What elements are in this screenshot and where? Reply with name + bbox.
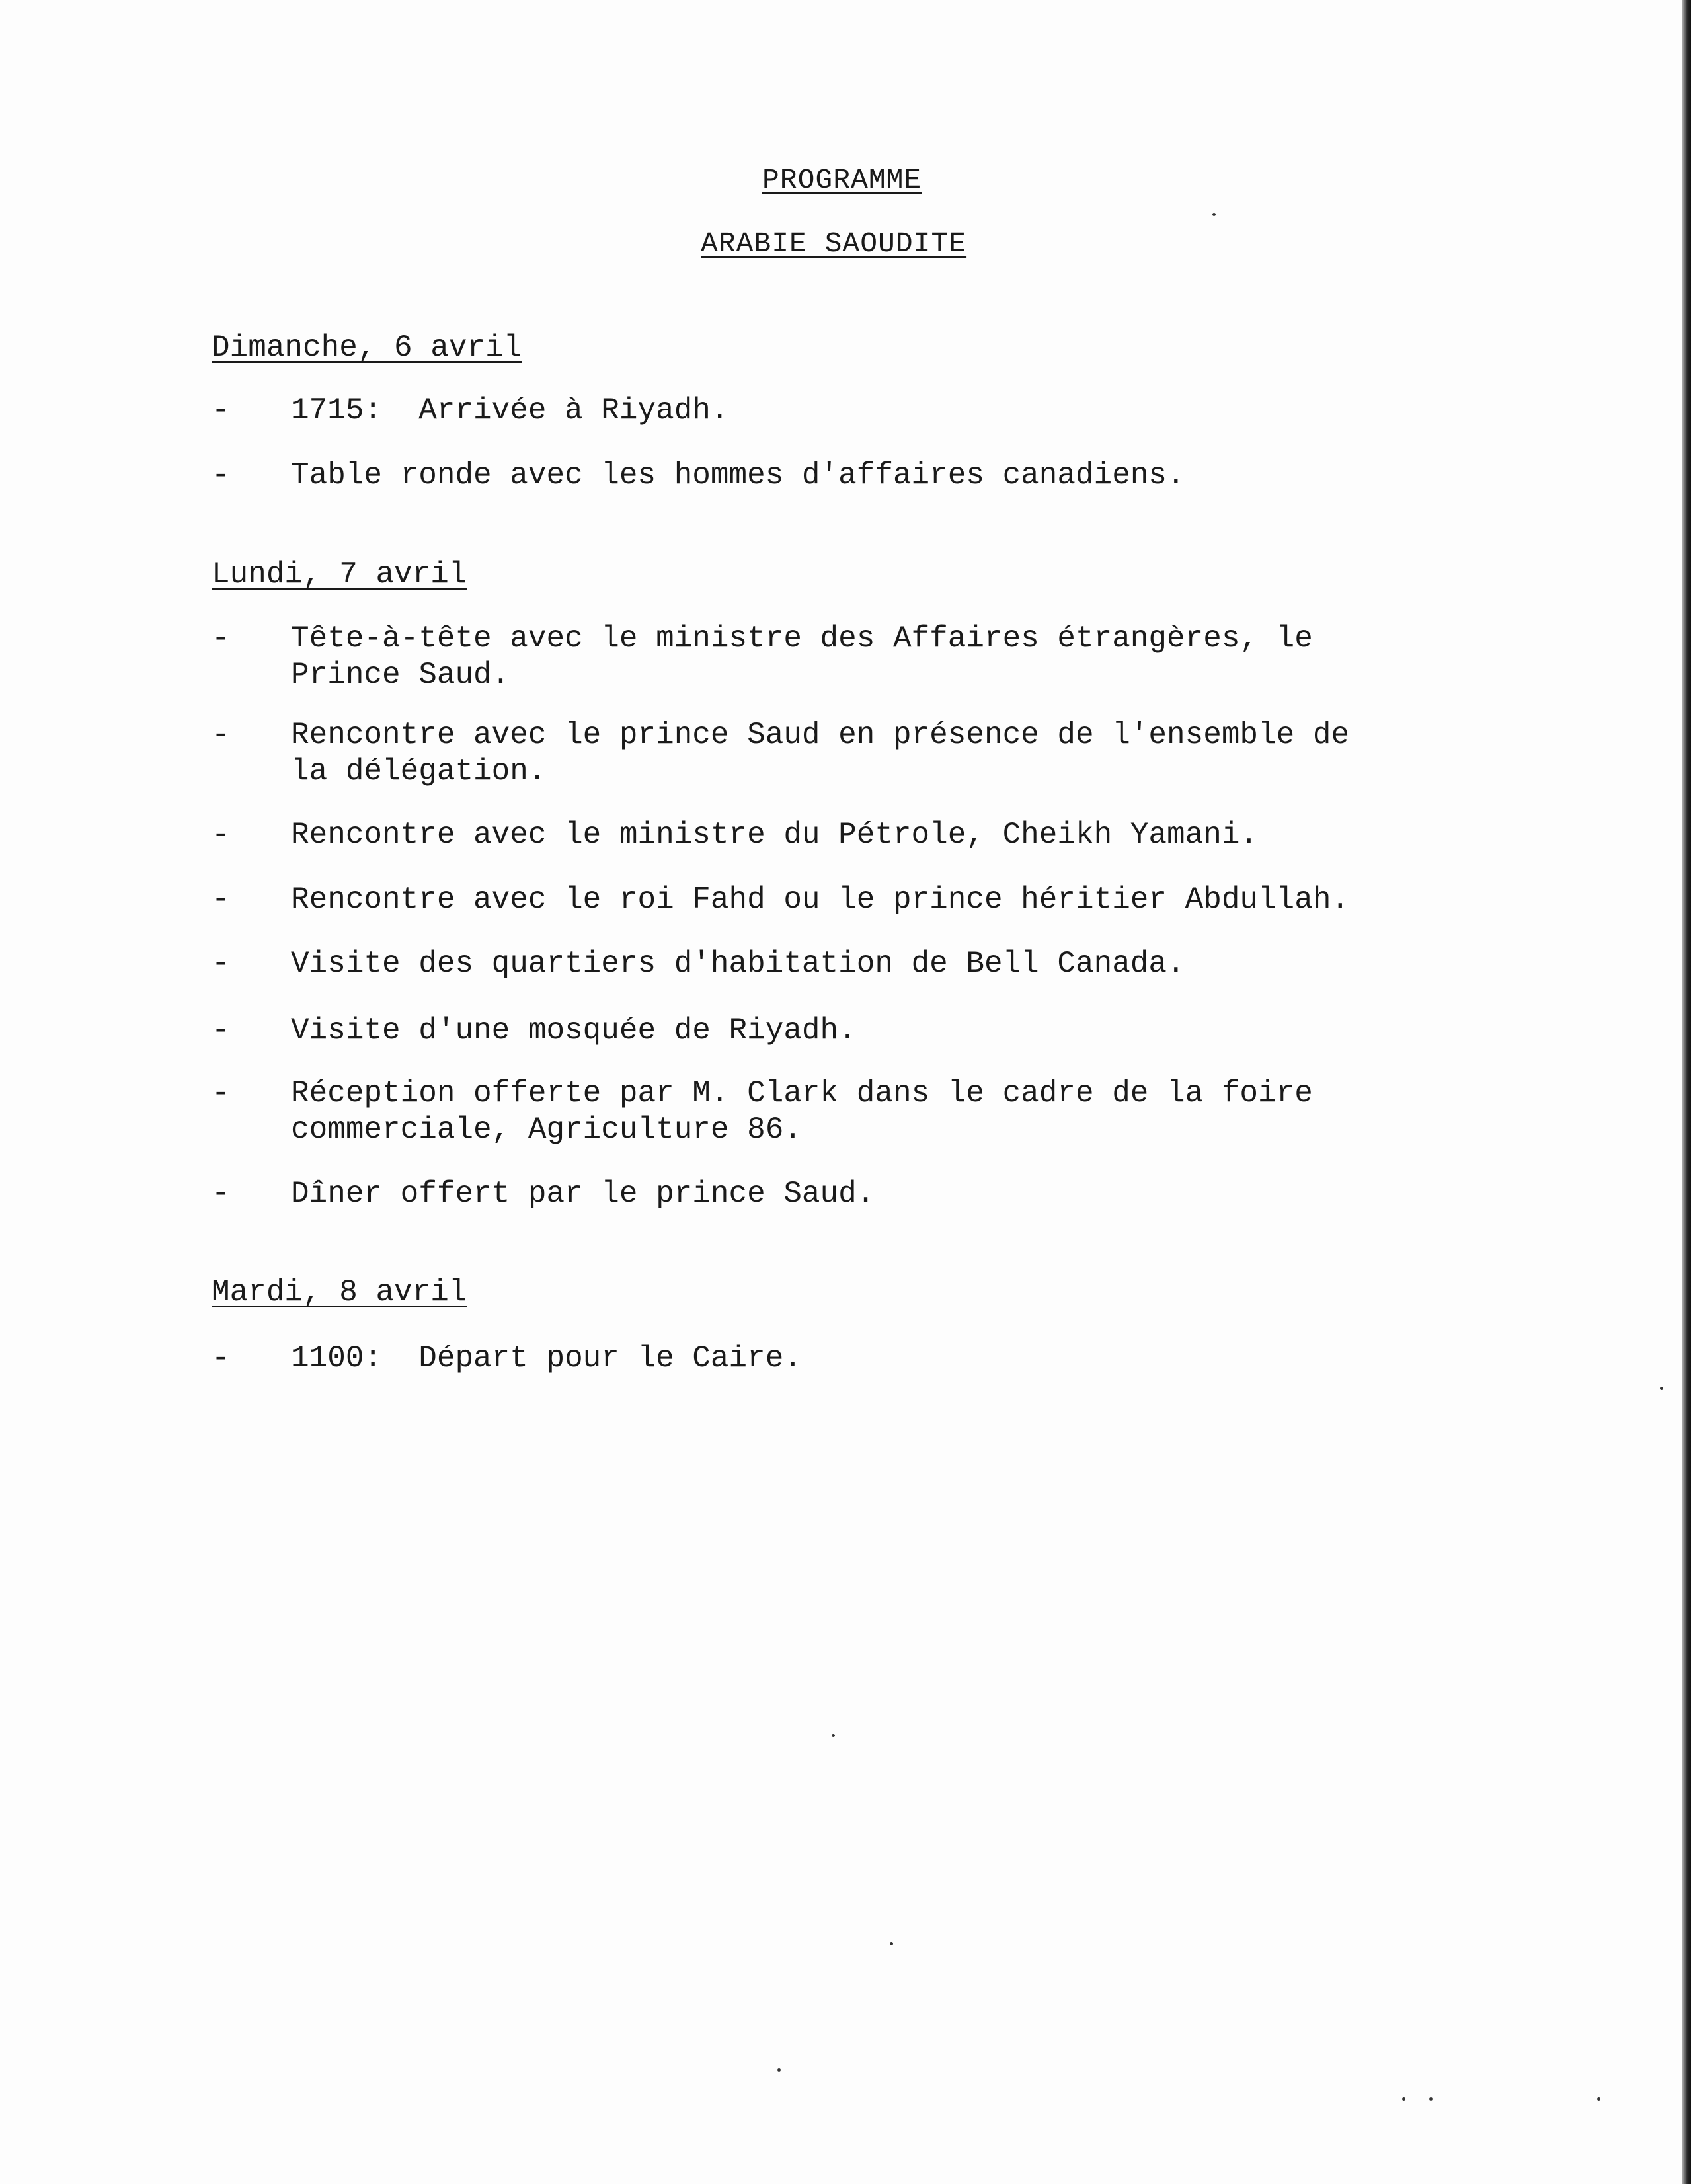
- item-text: Table ronde avec les hommes d'affaires canadiens.: [291, 458, 1185, 492]
- item-text: Visite d'une mosquée de Riyadh.: [291, 1013, 857, 1048]
- bullet-dash: -: [212, 818, 230, 852]
- bullet-dash: -: [212, 947, 230, 981]
- day-heading-lundi: Lundi, 7 avril: [212, 557, 467, 592]
- item-text: Rencontre avec le roi Fahd ou le prince héritier Abdullah.: [291, 882, 1350, 917]
- bullet-dash: -: [212, 718, 230, 752]
- item-text-continued: commerciale, Agriculture 86.: [291, 1112, 802, 1147]
- item-text: Rencontre avec le ministre du Pétrole, Cheikh Yamani.: [291, 818, 1259, 852]
- item-text: Rencontre avec le prince Saud en présence de l'ensemble de: [291, 718, 1350, 752]
- scan-speck: [1597, 2097, 1600, 2101]
- item-text: Visite des quartiers d'habitation de Bell Canada.: [291, 947, 1185, 981]
- item-text: 1100: Départ pour le Caire.: [291, 1341, 802, 1376]
- item-text-continued: la délégation.: [291, 754, 547, 789]
- scan-speck: [1660, 1387, 1663, 1390]
- day-heading-mardi: Mardi, 8 avril: [212, 1275, 467, 1309]
- item-text-continued: Prince Saud.: [291, 658, 510, 692]
- bullet-dash: -: [212, 1177, 230, 1211]
- document-subtitle: ARABIE SAOUDITE: [701, 227, 967, 260]
- bullet-dash: -: [212, 882, 230, 917]
- scan-speck: [1402, 2097, 1405, 2101]
- item-text: Dîner offert par le prince Saud.: [291, 1177, 875, 1211]
- item-text: 1715: Arrivée à Riyadh.: [291, 393, 729, 428]
- scan-speck: [1212, 213, 1216, 216]
- bullet-dash: -: [212, 1076, 230, 1111]
- scan-speck: [1429, 2097, 1433, 2101]
- scan-speck: [777, 2068, 781, 2072]
- day-heading-dimanche: Dimanche, 6 avril: [212, 331, 522, 365]
- scan-edge-shadow: [1682, 0, 1691, 2184]
- scan-speck: [890, 1942, 893, 1945]
- bullet-dash: -: [212, 458, 230, 492]
- document-title: PROGRAMME: [762, 164, 922, 196]
- bullet-dash: -: [212, 1013, 230, 1048]
- scan-speck: [832, 1734, 835, 1737]
- bullet-dash: -: [212, 1341, 230, 1376]
- item-text: Réception offerte par M. Clark dans le cadre de la foire: [291, 1076, 1313, 1111]
- bullet-dash: -: [212, 393, 230, 428]
- bullet-dash: -: [212, 621, 230, 656]
- item-text: Tête-à-tête avec le ministre des Affaires étrangères, le: [291, 621, 1313, 656]
